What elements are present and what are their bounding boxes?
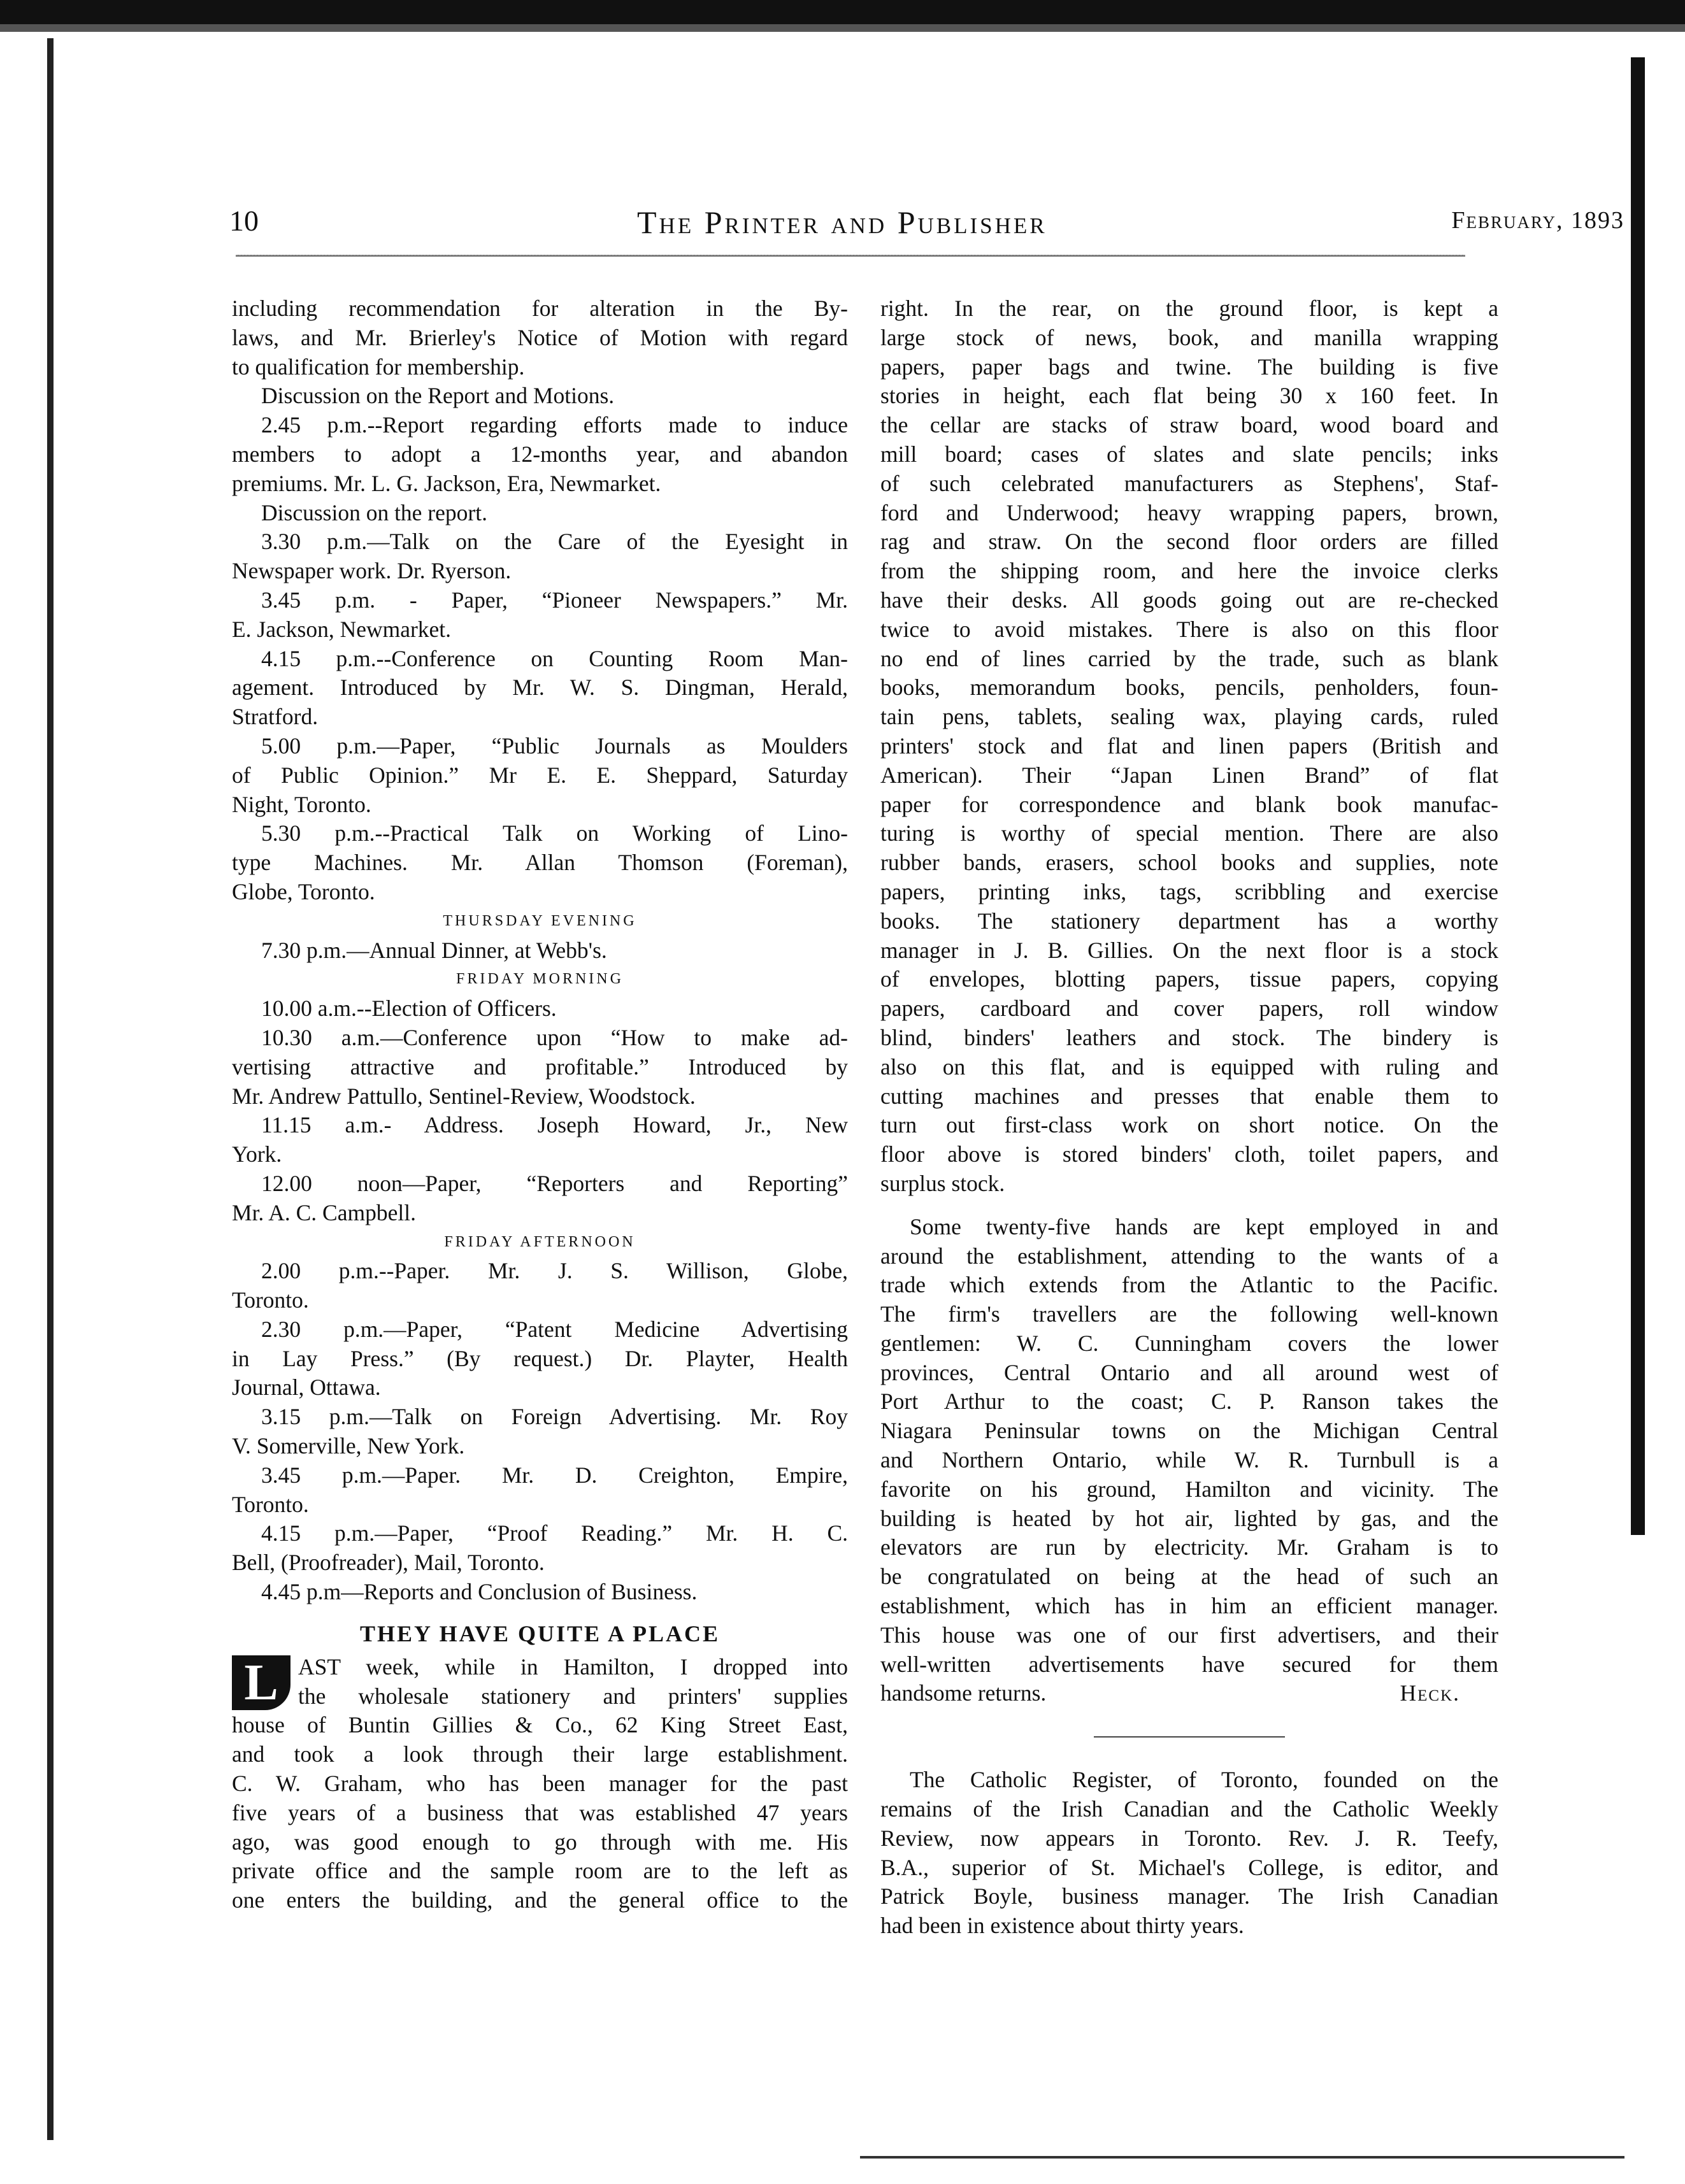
text-line: The Catholic Register, of Toronto, founded on the [910, 1767, 1498, 1793]
text-line: Mr. Andrew Pattullo, Sentinel-Review, Woodstock. [232, 1083, 696, 1109]
text-line: Newspaper work. Dr. Ryerson. [232, 558, 512, 584]
text-line: manager in J. B. Gillies. On the next floor is a stock [880, 937, 1498, 963]
text-line: papers, paper bags and twine. The building is five [880, 353, 1498, 380]
text-line: Night, Toronto. [232, 791, 371, 817]
text-line: premiums. Mr. L. G. Jackson, Era, Newmarket. [232, 470, 661, 496]
closing-text: handsome returns. [880, 1680, 1047, 1706]
text-line: one enters the building, and the general office to the [232, 1887, 848, 1913]
text-line: 10.30 a.m.—Conference upon “How to make ad- [261, 1024, 848, 1050]
text-line: laws, and Mr. Brierley's Notice of Motion with regard [232, 324, 848, 350]
text-line: Globe, Toronto. [232, 878, 375, 904]
article-paragraph-3 [880, 1766, 1498, 1941]
program-block-4 [232, 499, 848, 528]
text-line: house of Buntin Gillies & Co., 62 King Street East, [232, 1712, 848, 1738]
text-line: 12.00 noon—Paper, “Reporters and Reporting” [261, 1170, 848, 1196]
text-line: Some twenty-five hands are kept employed in and [910, 1213, 1498, 1239]
text-line: twice to avoid mistakes. There is also on this floor [880, 616, 1498, 642]
text-line: members to adopt a 12-months year, and abandon [232, 441, 848, 467]
page-header [229, 204, 1624, 242]
text-line: private office and the sample room are to the left as [232, 1858, 848, 1884]
text-line: Mr. A. C. Campbell. [232, 1199, 416, 1225]
text-line: had been in existence about thirty years. [880, 1913, 1244, 1939]
text-line: in Lay Press.” (By request.) Dr. Playter, Health [232, 1345, 848, 1371]
program-block-19 [232, 1519, 848, 1578]
text-line: favorite on his ground, Hamilton and vicinity. The [880, 1476, 1498, 1502]
text-line: remains of the Irish Canadian and the Catholic Weekly [880, 1796, 1498, 1822]
drop-cap: L [232, 1655, 290, 1710]
text-line: The firm's travellers are the following well-known [880, 1301, 1498, 1327]
article-heading: THEY HAVE QUITE A PLACE [359, 1620, 721, 1646]
text-line: Bell, (Proofreader), Mail, Toronto. [232, 1550, 545, 1576]
text-line: tain pens, tablets, sealing wax, playing cards, ruled [880, 704, 1498, 730]
text-line: 10.00 a.m.--Election of Officers. [261, 996, 557, 1022]
text-line: 3.45 p.m. - Paper, “Pioneer Newspapers.” Mr. [261, 587, 848, 613]
text-line: ford and Underwood; heavy wrapping papers, brown, [880, 499, 1498, 525]
text-line: ago, was good enough to go through with me. His [232, 1829, 848, 1855]
text-line: no end of lines carried by the trade, such as blank [880, 645, 1498, 671]
text-line: the wholesale stationery and printers' supplies [298, 1683, 848, 1709]
text-line: 3.45 p.m.—Paper. Mr. D. Creighton, Empire, [261, 1462, 848, 1488]
text-line: mill board; cases of slates and slate pencils; inks [880, 441, 1498, 467]
text-line: have their desks. All goods going out are re-checked [880, 587, 1498, 613]
author-signature: Heck. [1400, 1680, 1460, 1706]
header-rule [236, 255, 1465, 257]
program-block-15 [232, 1257, 848, 1315]
program-block-12 [232, 1024, 848, 1111]
text-line: 4.15 p.m.--Conference on Counting Room Man- [261, 645, 848, 671]
text-line: B.A., superior of St. Michael's College, is editor, and [880, 1854, 1498, 1880]
article-body [232, 1653, 848, 1915]
text-line: trade which extends from the Atlantic to the Pacific. [880, 1272, 1498, 1298]
text-line: 3.15 p.m.—Talk on Foreign Advertising. Mr. Roy [261, 1404, 848, 1430]
program-block-3 [232, 411, 848, 498]
program-block-11 [232, 994, 848, 1024]
program-block-14 [232, 1169, 848, 1228]
text-line: vertising attractive and profitable.” Introduced by [232, 1053, 848, 1080]
text-line: gentlemen: W. C. Cunningham covers the lower [880, 1330, 1498, 1356]
text-line: rag and straw. On the second floor orders are filled [880, 529, 1498, 555]
text-line: also on this flat, and is equipped with ruling and [880, 1053, 1498, 1080]
text-line: 11.15 a.m.- Address. Joseph Howard, Jr., New [261, 1112, 848, 1138]
program-block-1 [232, 294, 848, 382]
text-line: 2.00 p.m.--Paper. Mr. J. S. Willison, Globe, [261, 1258, 848, 1284]
text-line: from the shipping room, and here the invoice clerks [880, 558, 1498, 584]
page-number: 10 [229, 204, 259, 237]
closing-line [880, 1679, 1498, 1708]
text-line: papers, printing inks, tags, scribbling and exercise [880, 878, 1498, 904]
text-line: Discussion on the Report and Motions. [261, 383, 615, 409]
text-line: Discussion on the report. [261, 499, 487, 525]
text-line: right. In the rear, on the ground floor, is kept a [880, 296, 1498, 321]
issue-date: February, 1893 [1451, 207, 1624, 234]
text-line: and Northern Ontario, while W. R. Turnbull is a [880, 1447, 1498, 1473]
text-line: of envelopes, blotting papers, tissue papers, copying [880, 966, 1498, 992]
program-block-5 [232, 527, 848, 586]
program-block-20 [232, 1578, 848, 1607]
text-line: well-written advertisements have secured for them [880, 1651, 1498, 1677]
text-line: 3.30 p.m.—Talk on the Care of the Eyesight in [261, 529, 848, 555]
text-line: cutting machines and presses that enable them to [880, 1083, 1498, 1109]
program-block-17 [232, 1402, 848, 1461]
text-line: 5.30 p.m.--Practical Talk on Working of Lino- [261, 820, 848, 846]
program-block-13 [232, 1111, 848, 1169]
text-line: provinces, Central Ontario and all around west of [880, 1359, 1498, 1385]
section-subheading: FRIDAY MORNING [456, 971, 624, 988]
text-line: rubber bands, erasers, school books and supplies, note [880, 850, 1498, 876]
article-paragraph-2 [880, 1213, 1498, 1680]
program-block-10 [232, 936, 848, 966]
text-line: building is heated by hot air, lighted by gas, and the [880, 1505, 1498, 1531]
text-line: and took a look through their large establishment. [232, 1741, 848, 1767]
program-block-9 [232, 819, 848, 906]
text-line: Toronto. [232, 1287, 309, 1313]
text-line: agement. Introduced by Mr. W. S. Dingman, Herald, [232, 674, 848, 701]
text-line: 4.15 p.m.—Paper, “Proof Reading.” Mr. H. C. [261, 1520, 848, 1546]
text-line: papers, cardboard and cover papers, roll window [880, 996, 1498, 1022]
program-block-6 [232, 586, 848, 645]
text-line: 4.45 p.m—Reports and Conclusion of Business. [261, 1579, 698, 1605]
text-line: printers' stock and flat and linen papers (British and [880, 732, 1498, 759]
section-subheading: FRIDAY AFTERNOON [444, 1233, 636, 1250]
text-line: 2.45 p.m.--Report regarding efforts made to induce [261, 412, 848, 438]
text-line: five years of a business that was established 47 years [232, 1799, 848, 1825]
text-line: blind, binders' leathers and stock. The bindery is [880, 1024, 1498, 1050]
right-column [880, 294, 1498, 1941]
text-line: to qualification for membership. [232, 353, 525, 380]
text-line: floor above is stored binders' cloth, toilet papers, and [880, 1141, 1498, 1167]
text-line: E. Jackson, Newmarket. [232, 616, 452, 642]
text-line: books, memorandum books, pencils, penholders, foun- [880, 674, 1498, 701]
publication-title: The Printer and Publisher [637, 204, 1047, 240]
program-block-8 [232, 732, 848, 819]
section-subheading: THURSDAY EVENING [443, 912, 637, 929]
text-line: surplus stock. [880, 1170, 1005, 1196]
text-line: Patrick Boyle, business manager. The Irish Canadian [880, 1883, 1498, 1909]
program-block-18 [232, 1461, 848, 1520]
text-line: turing is worthy of special mention. There are also [880, 820, 1498, 846]
text-line: the cellar are stacks of straw board, wood board and [880, 412, 1498, 438]
text-line: Toronto. [232, 1491, 309, 1517]
text-line: 2.30 p.m.—Paper, “Patent Medicine Advertising [261, 1316, 848, 1342]
article-paragraph-1 [880, 294, 1498, 1199]
program-block-7 [232, 645, 848, 732]
left-column [232, 294, 848, 1915]
text-line: C. W. Graham, who has been manager for the past [232, 1771, 848, 1797]
text-line: Port Arthur to the coast; C. P. Ranson takes the [880, 1388, 1498, 1415]
text-line: 7.30 p.m.—Annual Dinner, at Webb's. [261, 937, 607, 963]
text-line: Journal, Ottawa. [232, 1374, 381, 1401]
text-line: American). Their “Japan Linen Brand” of flat [880, 762, 1498, 788]
text-line: This house was one of our first advertisers, and their [880, 1622, 1498, 1648]
text-line: turn out first-class work on short notice. On the [880, 1112, 1498, 1138]
text-line: elevators are run by electricity. Mr. Graham is to [880, 1534, 1498, 1560]
program-block-2 [232, 382, 848, 411]
section-separator [1094, 1736, 1285, 1738]
text-line: York. [232, 1141, 282, 1167]
text-line: large stock of news, book, and manilla wrapping [880, 324, 1498, 350]
text-line: establishment, which has in him an efficient manager. [880, 1593, 1498, 1619]
text-line: Stratford. [232, 704, 319, 730]
text-line: AST week, while in Hamilton, I dropped into [298, 1653, 848, 1680]
text-line: Niagara Peninsular towns on the Michigan Central [880, 1418, 1498, 1444]
text-line: including recommendation for alteration in the By- [232, 296, 848, 321]
text-line: around the establishment, attending to the wants of a [880, 1243, 1498, 1269]
text-line: of Public Opinion.” Mr E. E. Sheppard, Saturday [232, 762, 848, 788]
text-line: of such celebrated manufacturers as Stephens', Staf- [880, 470, 1498, 496]
text-line: 5.00 p.m.—Paper, “Public Journals as Moulders [261, 732, 848, 759]
program-block-16 [232, 1315, 848, 1402]
text-line: books. The stationery department has a worthy [880, 908, 1498, 934]
text-line: be congratulated on being at the head of such an [880, 1564, 1498, 1590]
text-line: Review, now appears in Toronto. Rev. J. R. Teefy, [880, 1825, 1498, 1851]
text-line: type Machines. Mr. Allan Thomson (Foreman), [232, 850, 848, 876]
text-line: stories in height, each flat being 30 x 160 feet. In [880, 383, 1498, 409]
text-line: V. Somerville, New York. [232, 1433, 465, 1459]
text-line: paper for correspondence and blank book manufac- [880, 791, 1498, 817]
